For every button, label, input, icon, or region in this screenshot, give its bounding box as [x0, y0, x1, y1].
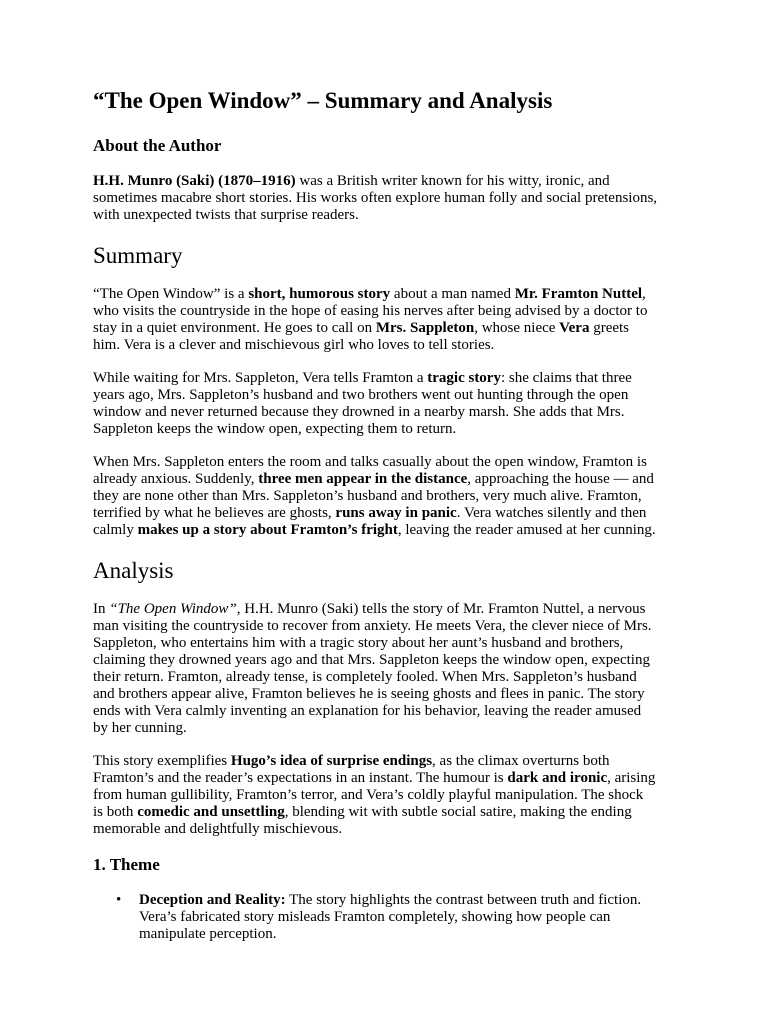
- summary-heading: Summary: [93, 243, 183, 268]
- list-item: [116, 892, 683, 943]
- text-run: , as the climax overturns both Framton’s and the reader’s expectations in an instant. The humour is: [93, 753, 610, 786]
- text-run: While waiting for Mrs. Sappleton, Vera tells Framton a: [93, 370, 428, 386]
- about-author-heading: About the Author: [93, 136, 222, 155]
- text-run: , who visits the countryside in the hope of easing his nerves after being advised by a doctor to stay in a quiet environment. He goes to call on: [93, 286, 648, 336]
- summary-paragraph-1: [93, 286, 683, 354]
- text-run: about a man named: [390, 286, 515, 302]
- text-run: , approaching the house — and they are none other than Mrs. Sappleton’s husband and brothers, very much alive. Framton, terrified by what he believes are ghosts,: [93, 471, 654, 521]
- bold-run: Hugo’s idea of surprise endings: [230, 753, 433, 769]
- text-run: In: [93, 601, 110, 617]
- analysis-heading: Analysis: [93, 558, 174, 583]
- text-run: , leaving the reader amused at her cunning.: [397, 522, 656, 538]
- bold-run: Deception and Reality:: [139, 892, 286, 908]
- bold-run: tragic story: [427, 370, 501, 386]
- text-run: The story highlights the contrast between truth and fiction. Vera’s fabricated story misleads Framton completely, showing how people can manipulate perception.: [139, 892, 642, 942]
- theme-list: [93, 892, 683, 943]
- bullet-icon: •: [116, 892, 122, 908]
- theme-heading: 1. Theme: [93, 855, 160, 874]
- document-body: [93, 86, 683, 943]
- analysis-paragraph-2: [93, 753, 683, 838]
- text-run: When Mrs. Sappleton enters the room and talks casually about the open window, Framton is already anxious. Suddenly,: [93, 454, 647, 487]
- analysis-paragraph-1: [93, 601, 683, 737]
- text-run: greets him. Vera is a clever and mischievous girl who loves to tell stories.: [93, 320, 630, 353]
- summary-paragraph-3: [93, 454, 683, 539]
- text-run: , blending wit with subtle social satire, making the ending memorable and delightfully mischievous.: [93, 804, 632, 837]
- bold-run: Mr. Framton Nuttel: [514, 286, 643, 302]
- page-title: “The Open Window” – Summary and Analysis: [93, 88, 553, 113]
- bold-run: comedic and unsettling: [137, 804, 285, 820]
- text-run: . Vera watches silently and then calmly: [93, 505, 647, 538]
- about-author-paragraph: [93, 173, 683, 224]
- text-run: This story exemplifies: [93, 753, 231, 769]
- text-run: , H.H. Munro (Saki) tells the story of Mr. Framton Nuttel, a nervous man visiting the countryside to recover from anxiety. He meets Vera, the clever niece of Mrs. Sappleton, who entertains him with a tragic story about her aunt’s husband and brothers, claiming they drowned years ago and that Mrs. Sappleton keeps the window open, expecting their return. Framton, already tense, is completely fooled. When Mrs. Sappleton’s husband and brothers appear alive, Framton believes he is seeing ghosts and flees in panic. The story ends with Vera calmly inventing an explanation for his behavior, leaving the reader amused by her cunning.: [93, 601, 652, 736]
- bold-run: makes up a story about Framton’s fright: [137, 522, 398, 538]
- bold-run: Vera: [559, 320, 590, 336]
- text-run: , whose niece: [474, 320, 560, 336]
- bold-run: Mrs. Sappleton: [375, 320, 475, 336]
- text-run: “The Open Window” is a: [93, 286, 249, 302]
- about-text: was a British writer known for his witty, ironic, and sometimes macabre short stories. His works often explore human folly and social pretensions, with unexpected twists that surprise readers.: [93, 173, 658, 223]
- bold-run: dark and ironic: [507, 770, 608, 786]
- text-run: : she claims that three years ago, Mrs. Sappleton’s husband and two brothers went out hunting through the open window and never returned because they drowned in a nearby marsh. She adds that Mrs. Sappleton keeps the window open, expecting them to return.: [93, 370, 632, 437]
- text-run: , arising from human gullibility, Framton’s terror, and Vera’s coldly playful manipulation. The shock is both: [93, 770, 656, 820]
- bold-run: runs away in panic: [335, 505, 457, 521]
- author-name: H.H. Munro (Saki) (1870–1916): [93, 173, 296, 189]
- italic-run: “The Open Window”: [109, 601, 237, 617]
- bold-run: three men appear in the distance: [258, 471, 468, 487]
- summary-paragraph-2: [93, 370, 683, 438]
- bold-run: short, humorous story: [248, 286, 391, 302]
